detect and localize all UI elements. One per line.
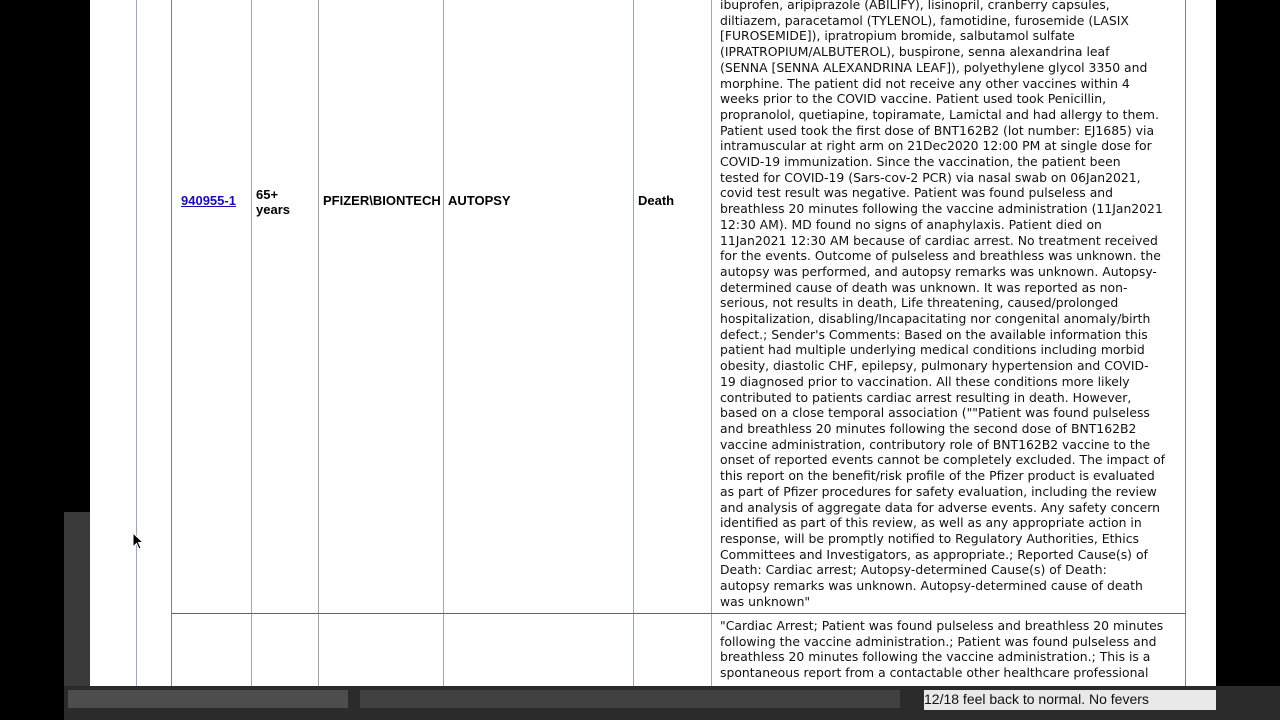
table-right-border [1185,0,1186,686]
column-divider [251,0,252,686]
age-cell: 65+ years [256,187,290,217]
report-page[interactable] [90,0,1216,686]
narrative-cell: "Cardiac Arrest; Patient was found pulseless and breathless 20 minutes following the vaccine administration.; Patient was found pulseless and breathless 20 minutes following the vaccine administration.; This is a spontaneous report from a contactable other healthcare professional [720,618,1164,681]
background-window-thumbnail [360,690,900,708]
manufacturer-cell: PFIZER\BIONTECH [323,193,441,208]
report-id-link[interactable]: 940955-1 [181,193,236,208]
column-divider [318,0,319,686]
desktop-background-right [1216,0,1280,720]
mouse-pointer-icon [132,532,144,550]
narrative-cell: ibuprofen, aripiprazole (ABILIFY), lisinopril, cranberry capsules, diltiazem, paracetamol (TYLENOL), famotidine, furosemide (LASIX [FUROSEMIDE]), ipratropium bromide, salbutamol sulfate (IPRATROPIUM/ALBUTEROL), buspirone, senna alexandrina leaf (SENNA [SENNA ALEXANDRINA LEAF]), polyethylene glycol 3350 and morphine. The patient did not receive any other vaccines within 4 weeks prior to the COVID vaccine. Patient used took Penicillin, propranolol, quetiapine, topiramate, Lamictal and had allergy to them. Patient used took the first dose of BNT162B2 (lot number: EJ1685) via intramuscular at right arm on 21Dec2020 12:00 PM at single dose for COVID-19 immunization. Since the vaccination, the patient been tested for COVID-19 (Sars-cov-2 PCR) via nasal swab on 06Jan2021, covid test result was negative. Patient was found pulseless and breathless 20 minutes following the vaccine administration (11Jan2021 12:30 AM). MD found no signs of anaphylaxis. Patient died on 11Jan2021 12:30 AM because of cardiac arrest. No treatment received for the events. Outcome of pulseless and breathless was unknown. the autopsy was performed, and autopsy remarks was unknown. Autopsy- determined cause of death was unknown. It was reported as non- serious, not results in death, Life threatening, caused/prolonged hospitalization, disabling/Incapacitating nor congenital anomaly/birth defect.; Sender's Comments: Based on the available information this patient had multiple underlying medical conditions including morbid obesity, diastolic CHF, epilepsy, pulmonary hypertension and COVID- 19 diagnosed prior to vaccination. All these conditions more likely contributed to patients cardiac arrest resulting in death. However, based on a close temporal association (""Patient was found pulseless and breathless 20 minutes following the second dose of BNT162B2 vaccine administration, contributory role of BNT162B2 vaccine to the onset of reported events cannot be completely excluded. The impact of this report on the benefit/risk profile of the Pfizer product is evaluated as part of Pfizer procedures for safety evaluation, including the review and analysis of aggregate data for adverse events. Any safety concern identified as part of this review, as well as any appropriate action in response, will be promptly notified to Regulatory Authorities, Ethics Committees and Investigators, as appropriate.; Reported Cause(s) of Death: Cardiac arrest; Autopsy-determined Cause(s) of Death: autopsy remarks was unknown. Autopsy-determined cause of death was unknown" [720,0,1166,609]
table-outer-border [136,0,137,686]
outcome-cell: Death [638,193,675,208]
event-cell: AUTOPSY [448,193,511,208]
column-divider [171,0,172,686]
column-divider [443,0,444,686]
row-divider [171,613,1186,614]
column-divider [711,0,712,686]
column-divider [633,0,634,686]
background-window-thumbnail [68,690,348,708]
background-window-text: 12/18 feel back to normal. No fevers [924,690,1216,710]
